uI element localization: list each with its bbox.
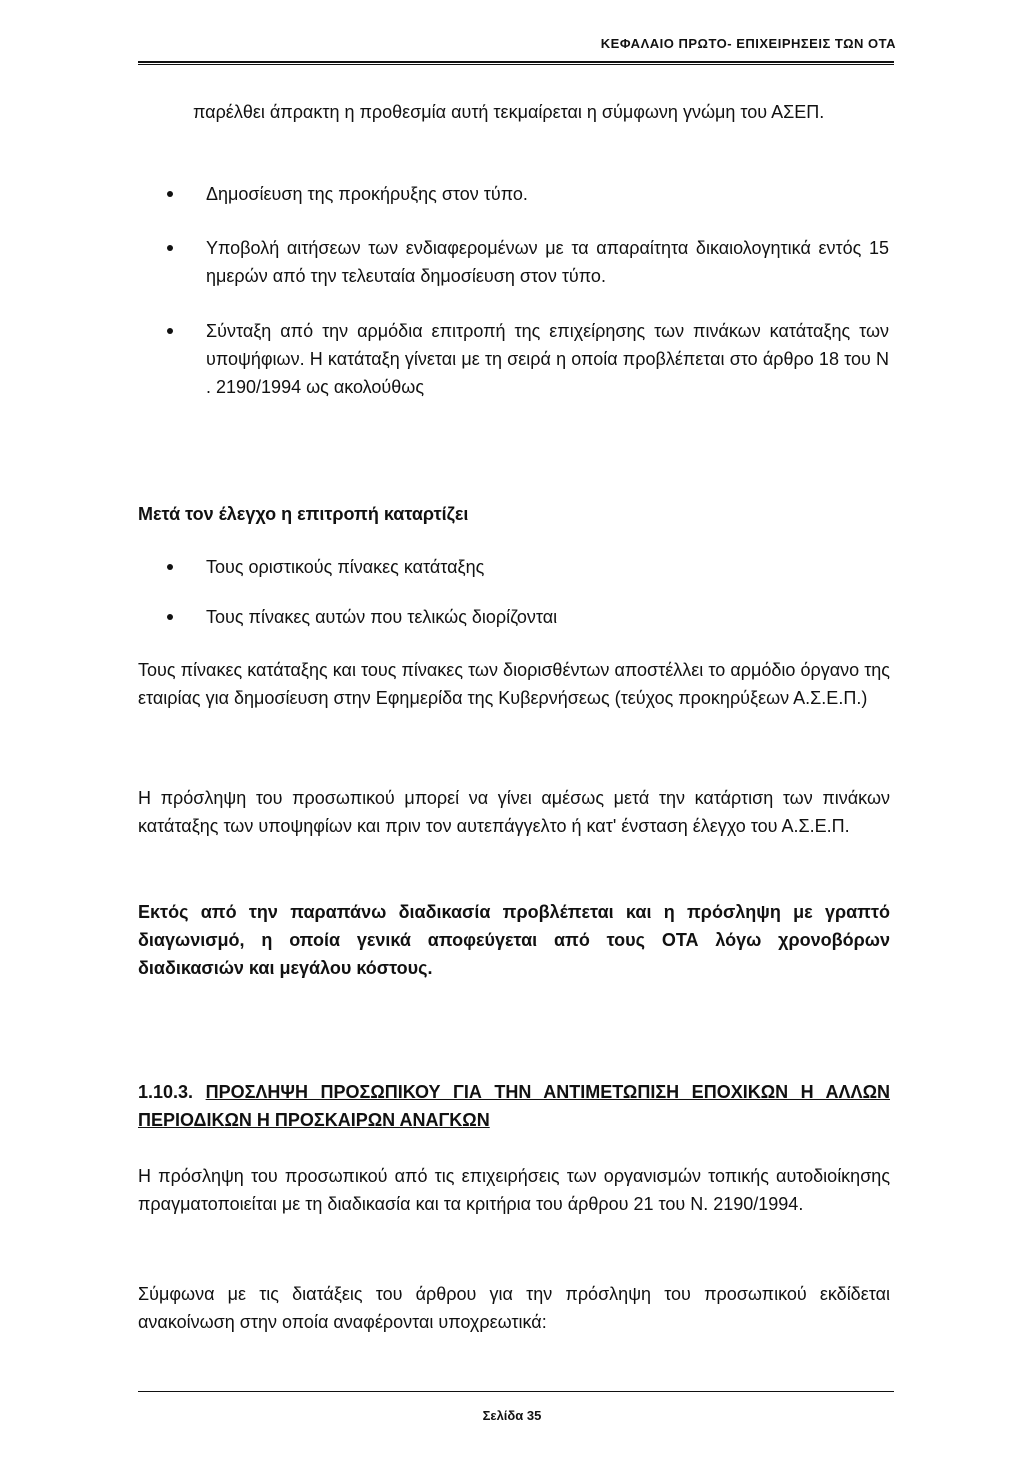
page-number: Σελίδα 35 (482, 1408, 542, 1423)
committee-heading: Μετά τον έλεγχο η επιτροπή καταρτίζει (138, 504, 469, 524)
bullet-icon (167, 245, 173, 251)
committee-item (167, 603, 889, 631)
publication-paragraph: Τους πίνακες κατάταξης και τους πίνακες των διορισθέντων αποστέλλει το αρμόδιο όργανο της εταιρίας για δημοσίευση στην Εφημερίδα της Κυβερνήσεως (τεύχος προκηρύξεων Α.Σ.Ε.Π.) (138, 660, 890, 708)
committee-item (167, 553, 889, 581)
step-text: Σύνταξη από την αρμόδια επιτροπή της επιχείρησης των πινάκων κατάταξης των υποψήφιων. Η κατάταξη γίνεται με τη σειρά η οποία προβλέπεται στο άρθρο 18 του Ν . 2190/1994 ως ακολούθως (206, 321, 889, 397)
intro-continuation-text: παρέλθει άπρακτη η προθεσμία αυτή τεκμαίρεται η σύμφωνη γνώμη του ΑΣΕΠ. (193, 102, 825, 122)
footer-rule (138, 1391, 894, 1392)
step-text: Δημοσίευση της προκήρυξης στον τύπο. (206, 184, 528, 204)
section-title: ΠΡΟΣΛΗΨΗ ΠΡΟΣΩΠΙΚΟΥ ΓΙΑ ΤΗΝ ΑΝΤΙΜΕΤΩΠΙΣΗ ΕΠΟΧΙΚΩΝ Η ΑΛΛΩΝ ΠΕΡΙΟΔΙΚΩΝ Η ΠΡΟΣΚΑΙΡΩΝ ΑΝΑΓΚΩΝ (138, 1082, 890, 1130)
written-competition-paragraph: Εκτός από την παραπάνω διαδικασία προβλέπεται και η πρόσληψη με γραπτό διαγωνισμό, η οποία γενικά αποφεύγεται από τους ΟΤΑ λόγω χρονοβόρων διαδικασιών και μεγάλου κόστους. (138, 902, 890, 978)
intro-continuation (138, 98, 945, 126)
section-number: 1.10.3. (138, 1082, 194, 1102)
bullet-icon (167, 614, 173, 620)
section-paragraph-2: Σύμφωνα με τις διατάξεις του άρθρου για την πρόσληψη του προσωπικού εκδίδεται ανακοίνωση στην οποία αναφέρονται υποχρεωτικά: (138, 1284, 890, 1332)
section-heading (138, 1078, 890, 1134)
bullet-icon (167, 564, 173, 570)
section-paragraph-1: Η πρόσληψη του προσωπικού από τις επιχειρήσεις των οργανισμών τοπικής αυτοδιοίκησης πραγματοποιείται με τη διαδικασία και τα κριτήρια του άρθρου 21 του Ν. 2190/1994. (138, 1166, 890, 1214)
committee-item-text: Τους οριστικούς πίνακες κατάταξης (206, 557, 485, 577)
bullet-icon (167, 328, 173, 334)
step-item (167, 234, 889, 290)
header-rule (138, 61, 894, 63)
step-item (167, 317, 889, 401)
bullet-icon (167, 191, 173, 197)
header-rule-thin (138, 64, 894, 65)
committee-item-text: Τους πίνακες αυτών που τελικώς διορίζονται (206, 607, 558, 627)
step-item (167, 180, 889, 208)
hiring-paragraph: Η πρόσληψη του προσωπικού μπορεί να γίνει αμέσως μετά την κατάρτιση των πινάκων κατάταξης των υποψηφίων και πριν τον αυτεπάγγελτο ή κατ' ένσταση έλεγχο του Α.Σ.Ε.Π. (138, 788, 890, 836)
step-text: Υποβολή αιτήσεων των ενδιαφερομένων με τα απαραίτητα δικαιολογητικά εντός 15 ημερών από την τελευταία δημοσίευση στον τύπο. (206, 238, 889, 286)
running-header: ΚΕΦΑΛΑΙΟ ΠΡΩΤΟ- ΕΠΙΧΕΙΡΗΣΕΙΣ ΤΩΝ ΟΤΑ (600, 36, 896, 51)
